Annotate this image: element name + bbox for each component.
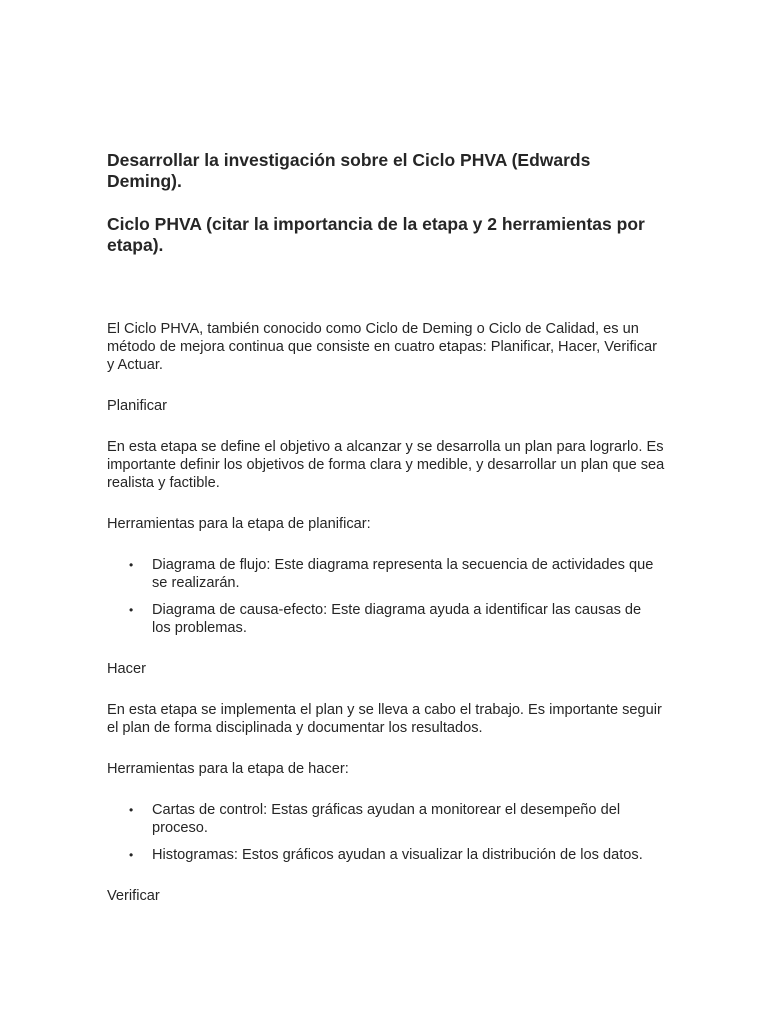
section-title-verificar: Verificar — [107, 888, 160, 904]
list-item-text: Histogramas: Estos gráficos ayudan a visualizar la distribución de los datos. — [152, 847, 643, 863]
bullet-icon: • — [129, 803, 134, 817]
section-title-planificar: Planificar — [107, 398, 168, 414]
document-page — [107, 150, 667, 905]
list-item-text: Cartas de control: Estas gráficas ayudan a monitorear el desempeño del proceso. — [152, 802, 621, 836]
document-title: Desarrollar la investigación sobre el Ciclo PHVA (Edwards Deming). — [107, 150, 591, 191]
list-item — [129, 556, 667, 592]
section-title-hacer: Hacer — [107, 661, 146, 677]
list-item — [129, 801, 667, 837]
document-subtitle: Ciclo PHVA (citar la importancia de la etapa y 2 herramientas por etapa). — [107, 214, 645, 255]
list-item — [129, 846, 667, 864]
list-item-text: Diagrama de causa-efecto: Este diagrama ayuda a identificar las causas de los problemas. — [152, 602, 642, 636]
intro-paragraph: El Ciclo PHVA, también conocido como Ciclo de Deming o Ciclo de Calidad, es un método de mejora continua que consiste en cuatro etapas: Planificar, Hacer, Verificar y Actuar. — [107, 321, 658, 373]
list-item-text: Diagrama de flujo: Este diagrama representa la secuencia de actividades que se realizarán. — [152, 557, 654, 591]
tools-list-planificar — [107, 556, 667, 637]
section-description-planificar: En esta etapa se define el objetivo a alcanzar y se desarrolla un plan para lograrlo. Es importante definir los objetivos de forma clara y medible, y desarrollar un plan que sea realista y factible. — [107, 439, 665, 491]
bullet-icon: • — [129, 558, 134, 572]
tools-label-hacer: Herramientas para la etapa de hacer: — [107, 761, 349, 777]
tools-label-planificar: Herramientas para la etapa de planificar: — [107, 516, 371, 532]
bullet-icon: • — [129, 848, 134, 862]
list-item — [129, 601, 667, 637]
tools-list-hacer — [107, 801, 667, 864]
section-description-hacer: En esta etapa se implementa el plan y se lleva a cabo el trabajo. Es importante seguir el plan de forma disciplinada y documentar los resultados. — [107, 702, 662, 736]
bullet-icon: • — [129, 603, 134, 617]
